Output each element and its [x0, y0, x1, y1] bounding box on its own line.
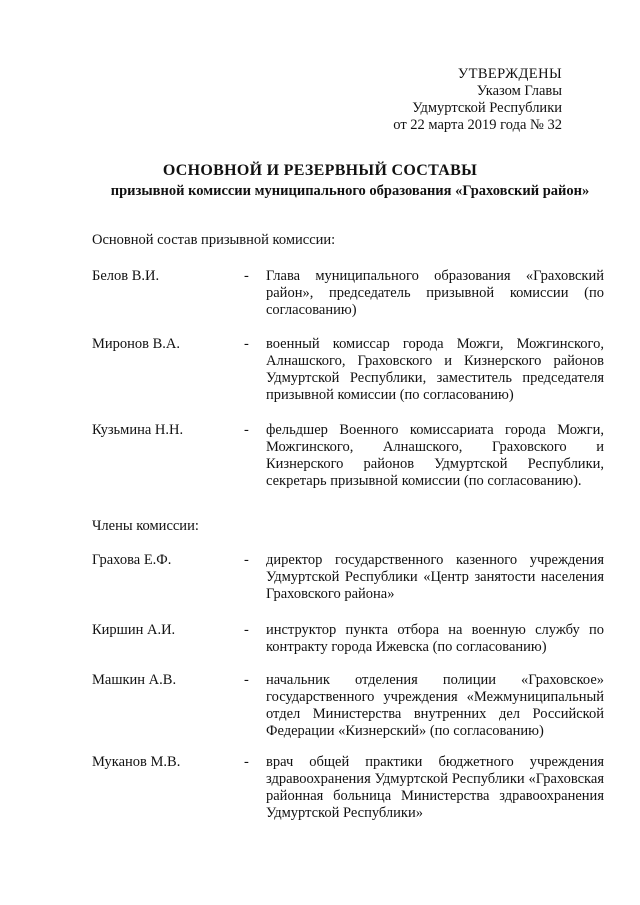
- main-section-heading: Основной состав призывной комиссии:: [92, 232, 336, 248]
- separator-dash: -: [244, 336, 249, 352]
- separator-dash: -: [244, 268, 249, 284]
- separator-dash: -: [244, 754, 249, 770]
- person-position: Глава муниципального образования «Граховский район», председатель призывной комиссии (по согласованию): [266, 268, 604, 318]
- approval-republic: Удмуртской Республики: [412, 100, 562, 116]
- document-title: [0, 162, 640, 200]
- person-position: военный комиссар города Можги, Можгинского, Алнашского, Граховского и Кизнерского районов Удмуртской Республики, заместитель председателя призывной комиссии (по согласованию): [266, 336, 604, 403]
- title-main: ОСНОВНОЙ И РЕЗЕРВНЫЙ СОСТАВЫ: [162, 162, 478, 179]
- separator-dash: -: [244, 552, 249, 568]
- members-section-heading: Члены комиссии:: [92, 518, 199, 534]
- person-position: фельдшер Военного комиссариата города Можги, Можгинского, Алнашского, Граховского и Кизнерского районов Удмуртской Республики, секретарь призывной комиссии (по согласованию).: [266, 422, 604, 489]
- separator-dash: -: [244, 672, 249, 688]
- separator-dash: -: [244, 422, 249, 438]
- person-position: директор государственного казенного учреждения Удмуртской Республики «Центр занятости населения Граховского района»: [266, 552, 604, 602]
- person-name: Миронов В.А.: [92, 336, 181, 352]
- approval-decree: Указом Главы: [476, 83, 562, 99]
- person-position: начальник отделения полиции «Граховское» государственного учреждения «Межмуниципальный отдел Министерства внутренних дел Российской Федерации «Кизнерский» (по согласованию): [266, 672, 604, 739]
- person-position: инструктор пункта отбора на военную службу по контракту города Ижевска (по согласованию): [266, 622, 604, 655]
- person-position: врач общей практики бюджетного учреждения здравоохранения Удмуртской Республики «Граховская районная больница Министерства здравоохранения Удмуртской Республики»: [266, 754, 604, 821]
- approval-block: [393, 66, 562, 134]
- separator-dash: -: [244, 622, 249, 638]
- person-name: Киршин А.И.: [92, 622, 176, 638]
- person-name: Белов В.И.: [92, 268, 160, 284]
- approval-date: от 22 марта 2019 года № 32: [393, 117, 562, 133]
- title-sub: призывной комиссии муниципального образования «Граховский район»: [110, 183, 590, 199]
- person-name: Машкин А.В.: [92, 672, 177, 688]
- person-name: Кузьмина Н.Н.: [92, 422, 184, 438]
- person-name: Грахова Е.Ф.: [92, 552, 172, 568]
- approval-stamp: УТВЕРЖДЕНЫ: [457, 66, 562, 82]
- person-name: Муканов М.В.: [92, 754, 181, 770]
